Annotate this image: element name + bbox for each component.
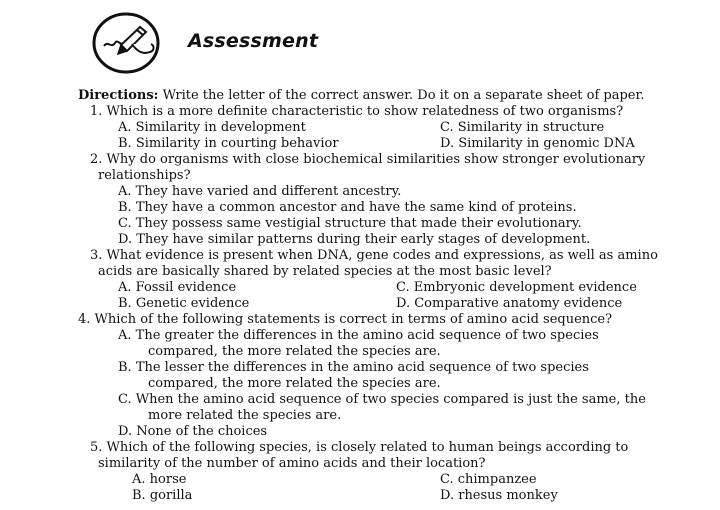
pencil-writing-icon [84,10,168,74]
q3-choice-c: C. Embryonic development evidence [396,280,637,295]
directions-label: Directions: [78,88,159,103]
q2-choice-d: D. They have similar patterns during their early stages of development. [118,232,591,247]
q4-choice-a-cont: compared, the more related the species are. [148,344,441,359]
q4-choice-b: B. The lesser the differences in the amino acid sequence of two species [118,360,589,375]
question-4: 4. Which of the following statements is correct in terms of amino acid sequence? [78,312,613,327]
q2-choice-b: B. They have a common ancestor and have the same kind of proteins. [118,200,577,215]
q4-choice-d: D. None of the choices [118,424,268,439]
q5-choice-d: D. rhesus monkey [440,488,558,503]
q4-choice-a: A. The greater the differences in the amino acid sequence of two species [118,328,599,343]
directions-text: Write the letter of the correct answer. Do it on a separate sheet of paper. [162,88,645,103]
directions-line [78,88,644,104]
question-3: 3. What evidence is present when DNA, gene codes and expressions, as well as amino [90,248,658,263]
page-title: Assessment [188,30,319,52]
q4-choice-c-cont: more related the species are. [148,408,342,423]
question-1: 1. Which is a more definite characteristic to show relatedness of two organisms? [90,104,624,119]
q5-choice-a: A. horse [132,472,187,487]
question-2: 2. Why do organisms with close biochemical similarities show stronger evolutionary [90,152,646,167]
q3-choice-b: B. Genetic evidence [118,296,250,311]
question-5-cont: similarity of the number of amino acids and their location? [98,456,486,471]
question-3-cont: acids are basically shared by related species at the most basic level? [98,264,552,279]
q3-choice-a: A. Fossil evidence [118,280,237,295]
q3-choice-d: D. Comparative anatomy evidence [396,296,623,311]
q1-choice-a: A. Similarity in development [118,120,306,135]
q5-choice-b: B. gorilla [132,488,193,503]
q2-choice-a: A. They have varied and different ancestry. [118,184,402,199]
q1-choice-d: D. Similarity in genomic DNA [440,136,635,151]
q1-choice-b: B. Similarity in courting behavior [118,136,339,151]
q2-choice-c: C. They possess same vestigial structure that made their evolutionary. [118,216,582,231]
q5-choice-c: C. chimpanzee [440,472,537,487]
question-2-cont: relationships? [98,168,191,183]
q4-choice-c: C. When the amino acid sequence of two species compared is just the same, the [118,392,646,407]
q1-choice-c: C. Similarity in structure [440,120,605,135]
q4-choice-b-cont: compared, the more related the species are. [148,376,441,391]
assessment-header [0,0,720,86]
question-5: 5. Which of the following species, is closely related to human beings according to [90,440,629,455]
